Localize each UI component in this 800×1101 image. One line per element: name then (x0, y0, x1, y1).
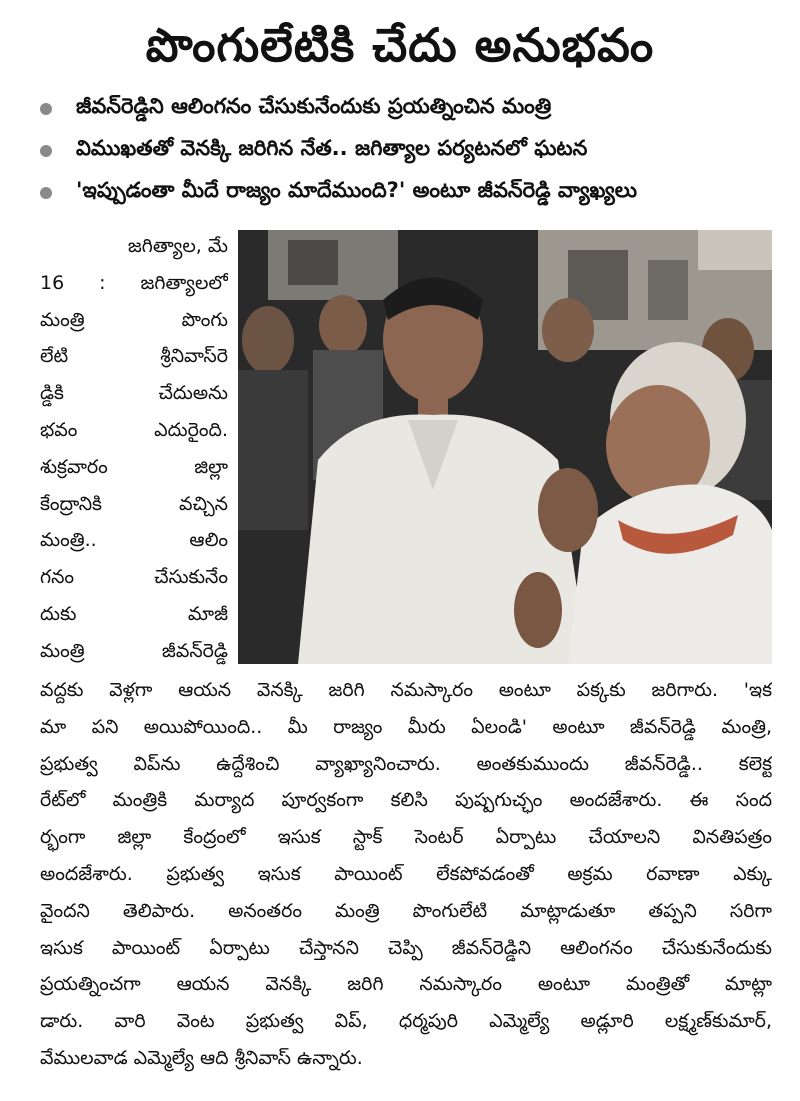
bullet-item (40, 172, 780, 214)
body-text-line: అందజేశారు. ప్రభుత్వ ఇసుక పాయింట్ లేకపోవడంతో అక్రమ రవాణా ఎక్కు (40, 862, 772, 885)
bullet-item (40, 130, 780, 172)
article-side-column (40, 228, 228, 670)
side-text-line: దుకు మాజీ (40, 602, 228, 625)
bullet-text: జీవన్‌రెడ్డిని ఆలింగనం చేసుకునేందుకు ప్రయత్నించిన మంత్రి (76, 94, 552, 118)
bullet-text: విముఖతతో వెనక్కి జరిగిన నేత.. జగిత్యాల పర్యటనలో ఘటన (76, 136, 588, 160)
side-text-line: భవం ఎదురైంది. (40, 418, 228, 441)
bullet-item (40, 88, 780, 130)
body-text-line: ప్రభుత్వ విప్‌ను ఉద్దేశించి వ్యాఖ్యానించారు. అంతకుముందు జీవన్‌రెడ్డి.. కలెక్ట (40, 752, 772, 775)
body-text-line: ఇసుక పాయింట్ ఏర్పాటు చేస్తానని చెప్పి జీవన్‌రెడ్డిని ఆలింగనం చేసుకునేందుకు (40, 936, 772, 959)
body-text-line: ర్భంగా జిల్లా కేంద్రంలో ఇసుక స్టాక్ సెంటర్ ఏర్పాటు చేయాలని వినతిపత్రం (40, 826, 772, 849)
bullet-text: 'ఇప్పుడంతా మీదే రాజ్యం మాదేముంది?' అంటూ జీవన్‌రెడ్డి వ్యాఖ్యలు (76, 178, 637, 202)
summary-bullets (40, 88, 780, 214)
side-text-line: మంత్రి.. ఆలిం (40, 529, 228, 552)
side-text-line: శుక్రవారం జిల్లా (40, 455, 228, 478)
side-text-line: గనం చేసుకునేం (40, 566, 228, 589)
body-text-line: వేములవాడ ఎమ్మెల్యే ఆది శ్రీనివాస్ ఉన్నారు. (40, 1046, 363, 1069)
body-text-line: రేట్‌లో మంత్రికి మర్యాద పూర్వకంగా కలిసి పుష్పగుచ్ఛం అందజేశారు. ఈ సంద (40, 789, 772, 812)
article-body (40, 672, 772, 1077)
body-text-line: ప్రయత్నించగా ఆయన వెనక్కి జరిగి నమస్కారం అంటూ మంత్రితో మాట్లా (40, 973, 772, 996)
side-text-line: మంత్రి పొంగు (40, 308, 228, 331)
body-text-line: వైందని తెలిపారు. అనంతరం మంత్రి పొంగులేటి మాట్లాడుతూ తప్పని సరిగా (40, 899, 772, 922)
side-text-line: లేటి శ్రీనివాస్‌రె (40, 345, 228, 368)
bullet-dot-icon (40, 145, 52, 157)
headline: పొంగులేటికి చేదు అనుభవం (145, 18, 655, 72)
dateline: జగిత్యాల, మే (127, 235, 228, 257)
body-text-line: వద్దకు వెళ్లగా ఆయన వెనక్కి జరిగి నమస్కారం అంటూ పక్కకు జరిగారు. 'ఇక (40, 679, 772, 701)
body-text-line: డారు. వారి వెంట ప్రభుత్వ విప్, ధర్మపురి ఎమ్మెల్యే అడ్లూరి లక్ష్మణ్‌కుమార్, (40, 1010, 772, 1033)
bullet-dot-icon (40, 187, 52, 199)
bullet-dot-icon (40, 103, 52, 115)
side-text-line: డ్డికి చేదుఅను (40, 382, 228, 405)
side-text-line: మంత్రి జీవన్‌రెడ్డి (40, 639, 228, 662)
side-text-line: 16 : జగిత్యాలలో (40, 271, 228, 294)
news-photo (238, 230, 772, 664)
photo-illustration (238, 230, 772, 664)
body-text-line: మా పని అయిపోయింది.. మీ రాజ్యం మీరు ఏలండి' అంటూ జీవన్‌రెడ్డి మంత్రి, (40, 715, 772, 738)
side-text-line: కేంద్రానికి వచ్చిన (40, 492, 228, 515)
